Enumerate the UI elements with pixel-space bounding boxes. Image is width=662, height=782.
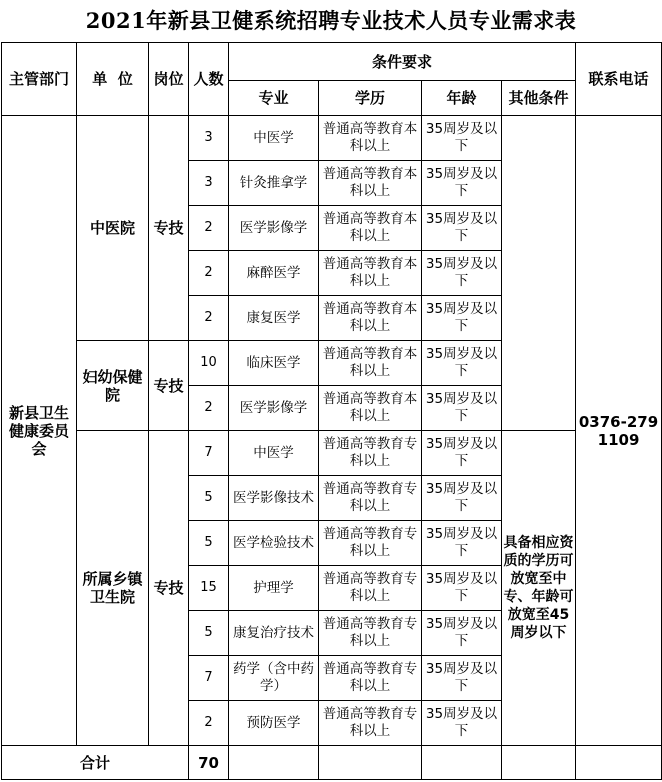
education-cell: 普通高等教育本科以上 bbox=[319, 386, 422, 431]
major-cell: 中医学 bbox=[229, 116, 319, 161]
age-cell: 35周岁及以下 bbox=[422, 206, 502, 251]
total-value: 70 bbox=[189, 746, 229, 780]
major-cell: 医学影像技术 bbox=[229, 476, 319, 521]
header-phone: 联系电话 bbox=[576, 43, 662, 116]
total-empty-cell bbox=[422, 746, 502, 780]
education-cell: 普通高等教育本科以上 bbox=[319, 341, 422, 386]
count-cell: 10 bbox=[189, 341, 229, 386]
major-cell: 康复医学 bbox=[229, 296, 319, 341]
post-cell: 专技 bbox=[149, 116, 189, 341]
major-cell: 临床医学 bbox=[229, 341, 319, 386]
education-cell: 普通高等教育专科以上 bbox=[319, 476, 422, 521]
education-cell: 普通高等教育专科以上 bbox=[319, 656, 422, 701]
age-cell: 35周岁及以下 bbox=[422, 116, 502, 161]
major-cell: 医学影像学 bbox=[229, 386, 319, 431]
count-cell: 7 bbox=[189, 431, 229, 476]
department-cell: 新县卫生健康委员会 bbox=[2, 116, 77, 746]
count-cell: 2 bbox=[189, 206, 229, 251]
header-department: 主管部门 bbox=[2, 43, 77, 116]
phone-cell: 0376-2791109 bbox=[576, 116, 662, 746]
age-cell: 35周岁及以下 bbox=[422, 296, 502, 341]
post-cell: 专技 bbox=[149, 341, 189, 431]
total-empty-cell bbox=[502, 746, 576, 780]
education-cell: 普通高等教育本科以上 bbox=[319, 116, 422, 161]
education-cell: 普通高等教育本科以上 bbox=[319, 161, 422, 206]
header-conditions: 条件要求 bbox=[229, 43, 576, 81]
count-cell: 7 bbox=[189, 656, 229, 701]
header-unit: 单 位 bbox=[77, 43, 149, 116]
count-cell: 3 bbox=[189, 161, 229, 206]
age-cell: 35周岁及以下 bbox=[422, 521, 502, 566]
other-conditions-cell: 具备相应资质的学历可放宽至中专、年龄可放宽至45周岁以下 bbox=[502, 431, 576, 746]
age-cell: 35周岁及以下 bbox=[422, 566, 502, 611]
header-age: 年龄 bbox=[422, 81, 502, 116]
requirements-table bbox=[1, 42, 662, 780]
count-cell: 5 bbox=[189, 476, 229, 521]
header-other: 其他条件 bbox=[502, 81, 576, 116]
post-cell: 专技 bbox=[149, 431, 189, 746]
education-cell: 普通高等教育专科以上 bbox=[319, 566, 422, 611]
age-cell: 35周岁及以下 bbox=[422, 476, 502, 521]
major-cell: 中医学 bbox=[229, 431, 319, 476]
page-title: 2021年新县卫健系统招聘专业技术人员专业需求表 bbox=[85, 8, 577, 33]
count-cell: 2 bbox=[189, 701, 229, 746]
major-cell: 针灸推拿学 bbox=[229, 161, 319, 206]
major-cell: 麻醉医学 bbox=[229, 251, 319, 296]
major-cell: 医学检验技术 bbox=[229, 521, 319, 566]
education-cell: 普通高等教育专科以上 bbox=[319, 611, 422, 656]
major-cell: 药学（含中药学） bbox=[229, 656, 319, 701]
education-cell: 普通高等教育本科以上 bbox=[319, 296, 422, 341]
header-post: 岗位 bbox=[149, 43, 189, 116]
education-cell: 普通高等教育本科以上 bbox=[319, 206, 422, 251]
header-education: 学历 bbox=[319, 81, 422, 116]
total-empty-cell bbox=[576, 746, 662, 780]
age-cell: 35周岁及以下 bbox=[422, 611, 502, 656]
major-cell: 医学影像学 bbox=[229, 206, 319, 251]
age-cell: 35周岁及以下 bbox=[422, 656, 502, 701]
age-cell: 35周岁及以下 bbox=[422, 161, 502, 206]
major-cell: 护理学 bbox=[229, 566, 319, 611]
major-cell: 预防医学 bbox=[229, 701, 319, 746]
education-cell: 普通高等教育专科以上 bbox=[319, 521, 422, 566]
education-cell: 普通高等教育专科以上 bbox=[319, 701, 422, 746]
age-cell: 35周岁及以下 bbox=[422, 341, 502, 386]
unit-cell: 所属乡镇卫生院 bbox=[77, 431, 149, 746]
count-cell: 5 bbox=[189, 521, 229, 566]
total-empty-cell bbox=[229, 746, 319, 780]
count-cell: 5 bbox=[189, 611, 229, 656]
other-cell bbox=[502, 116, 576, 431]
header-major: 专业 bbox=[229, 81, 319, 116]
unit-cell: 妇幼保健院 bbox=[77, 341, 149, 431]
count-cell: 2 bbox=[189, 386, 229, 431]
total-label: 合计 bbox=[2, 746, 189, 780]
age-cell: 35周岁及以下 bbox=[422, 386, 502, 431]
major-cell: 康复治疗技术 bbox=[229, 611, 319, 656]
age-cell: 35周岁及以下 bbox=[422, 701, 502, 746]
total-empty-cell bbox=[319, 746, 422, 780]
header-count: 人数 bbox=[189, 43, 229, 116]
age-cell: 35周岁及以下 bbox=[422, 431, 502, 476]
count-cell: 2 bbox=[189, 251, 229, 296]
age-cell: 35周岁及以下 bbox=[422, 251, 502, 296]
unit-cell: 中医院 bbox=[77, 116, 149, 341]
education-cell: 普通高等教育专科以上 bbox=[319, 431, 422, 476]
count-cell: 2 bbox=[189, 296, 229, 341]
count-cell: 3 bbox=[189, 116, 229, 161]
education-cell: 普通高等教育本科以上 bbox=[319, 251, 422, 296]
count-cell: 15 bbox=[189, 566, 229, 611]
